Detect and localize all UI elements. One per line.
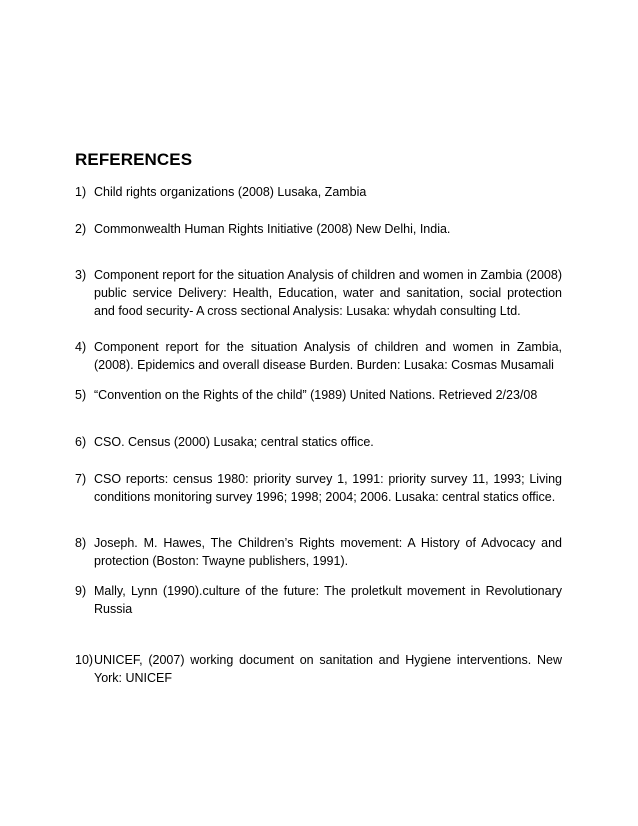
reference-number: 9) [75,584,87,598]
reference-number: 1) [75,185,87,199]
reference-number: 5) [75,388,87,402]
reference-item-9 [75,582,562,618]
reference-text: Child rights organizations (2008) Lusaka, Zambia [94,185,367,199]
reference-text: Mally, Lynn (1990).culture of the future: The proletkult movement in Revolutionary Russia [94,584,562,616]
reference-item-1 [75,183,562,201]
reference-item-8 [75,534,562,570]
reference-item-4 [75,338,562,374]
reference-text: CSO reports: census 1980: priority survey 1, 1991: priority survey 11, 1993; Living conditions monitoring survey 1996; 1998; 2004; 2006. Lusaka: central statics office. [94,472,562,504]
reference-number: 2) [75,222,87,236]
reference-item-2 [75,220,562,238]
reference-number: 4) [75,340,87,354]
page-title: REFERENCES [75,150,193,169]
reference-text: CSO. Census (2000) Lusaka; central statics office. [94,435,374,449]
reference-number: 7) [75,472,87,486]
reference-text: UNICEF, (2007) working document on sanitation and Hygiene interventions. New York: UNICEF [94,653,562,685]
reference-item-7 [75,470,562,506]
reference-number: 6) [75,435,87,449]
reference-text: Component report for the situation Analysis of children and women in Zambia, (2008). Epidemics and overall disease Burden. Burden: Lusaka: Cosmas Musamali [94,340,562,372]
reference-text: “Convention on the Rights of the child” (1989) United Nations. Retrieved 2/23/08 [94,388,538,402]
reference-number: 8) [75,536,87,550]
reference-text: Commonwealth Human Rights Initiative (2008) New Delhi, India. [94,222,451,236]
reference-item-5 [75,386,562,404]
reference-number: 10) [75,653,94,667]
reference-text: Component report for the situation Analysis of children and women in Zambia (2008) public service Delivery: Health, Education, water and sanitation, social protection and food security- A cross sectional Analysis: Lusaka: whydah consulting Ltd. [94,268,562,318]
reference-item-6 [75,433,562,451]
reference-number: 3) [75,268,87,282]
reference-text: Joseph. M. Hawes, The Children’s Rights movement: A History of Advocacy and protection (Boston: Twayne publishers, 1991). [94,536,562,568]
reference-item-3 [75,266,562,320]
reference-item-10 [75,651,562,687]
